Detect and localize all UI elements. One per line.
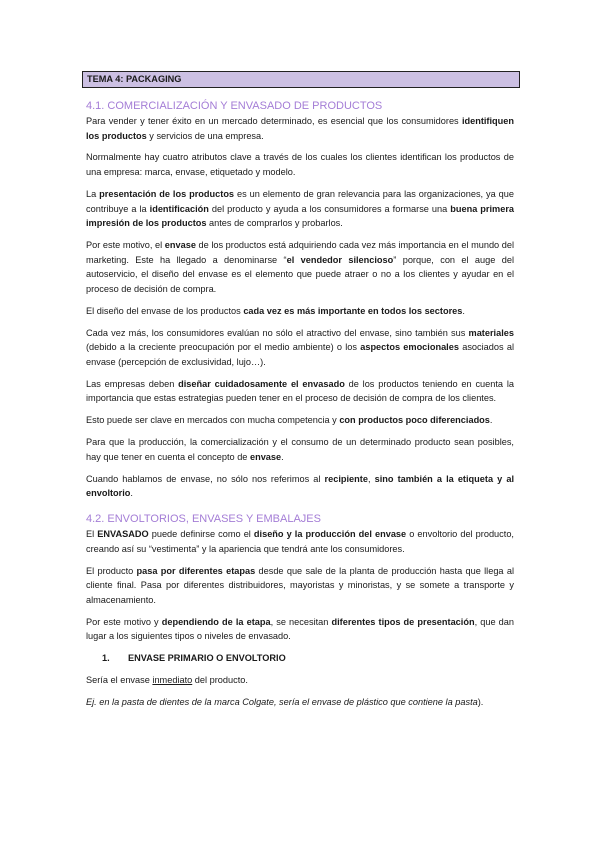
paragraph: Cuando hablamos de envase, no sólo nos referimos al recipiente, sino también a la etiqueta y al envoltorio. — [86, 473, 514, 499]
topic-title: TEMA 4: PACKAGING — [87, 74, 182, 84]
numbered-heading-title: ENVASE PRIMARIO O ENVOLTORIO — [128, 653, 286, 664]
paragraph: La presentación de los productos es un elemento de gran relevancia para las organizaciones, ya que contribuye a la identificación del producto y ayuda a los consumidores a formarse una buena primera impresión de los productos antes de comprarlos y probarlos. — [86, 188, 515, 229]
paragraph: Esto puede ser clave en mercados con mucha competencia y con productos poco diferenciados. — [86, 415, 493, 426]
paragraph: El diseño del envase de los productos cada vez es más importante en todos los sectores. — [86, 305, 465, 316]
paragraph: Sería el envase inmediato del producto. — [86, 674, 248, 685]
section-heading-4-1: 4.1. COMERCIALIZACIÓN Y ENVASADO DE PRODUCTOS — [86, 100, 383, 112]
paragraph: Para que la producción, la comercialización y el consumo de un determinado producto sean posibles, hay que tener en cuenta el concepto de envase. — [86, 437, 514, 462]
topic-title-box — [82, 71, 520, 88]
list-number: 1. — [102, 653, 110, 664]
paragraph: El ENVASADO puede definirse como el diseño y la producción del envase o envoltorio del producto, creando así su “vestimenta” y la apariencia que tendrá ante los consumidores. — [86, 529, 514, 554]
paragraph: Por este motivo, el envase de los productos está adquiriendo cada vez más importancia en el mundo del marketing. Este ha llegado a denominarse “el vendedor silencioso” porque, con el auge del autoservicio, el diseño del envase es el elemento que puede atraer o no a los clientes y ayudar en el proceso de decisión de compra. — [86, 240, 515, 294]
section-heading-4-2: 4.2. ENVOLTORIOS, ENVASES Y EMBALAJES — [86, 513, 321, 526]
example-paragraph: Ej. en la pasta de dientes de la marca Colgate, sería el envase de plástico que contiene la pasta). — [86, 696, 484, 707]
numbered-heading — [86, 651, 514, 666]
paragraph: Por este motivo y dependiendo de la etapa, se necesitan diferentes tipos de presentación, que dan lugar a los siguientes tipos o niveles de envasado. — [86, 616, 514, 642]
document-body — [86, 99, 514, 716]
paragraph: Las empresas deben diseñar cuidadosamente el envasado de los productos teniendo en cuenta la importancia que estas estrategias pueden tener en el proceso de decisión de compra de los clientes. — [86, 378, 515, 404]
paragraph: Cada vez más, los consumidores evalúan no sólo el atractivo del envase, sino también sus materiales (debido a la creciente preocupación por el medio ambiente) o los aspectos emocionales asociados al envase (percepción de exclusividad, lujo…). — [86, 327, 514, 367]
paragraph: Normalmente hay cuatro atributos clave a través de los cuales los clientes identifican los productos de una empresa: marca, envase, etiquetado y modelo. — [86, 152, 514, 178]
paragraph: Para vender y tener éxito en un mercado determinado, es esencial que los consumidores identifiquen los productos y servicios de una empresa. — [86, 116, 514, 141]
paragraph: El producto pasa por diferentes etapas desde que sale de la planta de producción hasta que llega al cliente final. Pasa por diferentes distribuidores, mayoristas y minoristas, y se somete a transporte y almacenamiento. — [86, 565, 514, 605]
